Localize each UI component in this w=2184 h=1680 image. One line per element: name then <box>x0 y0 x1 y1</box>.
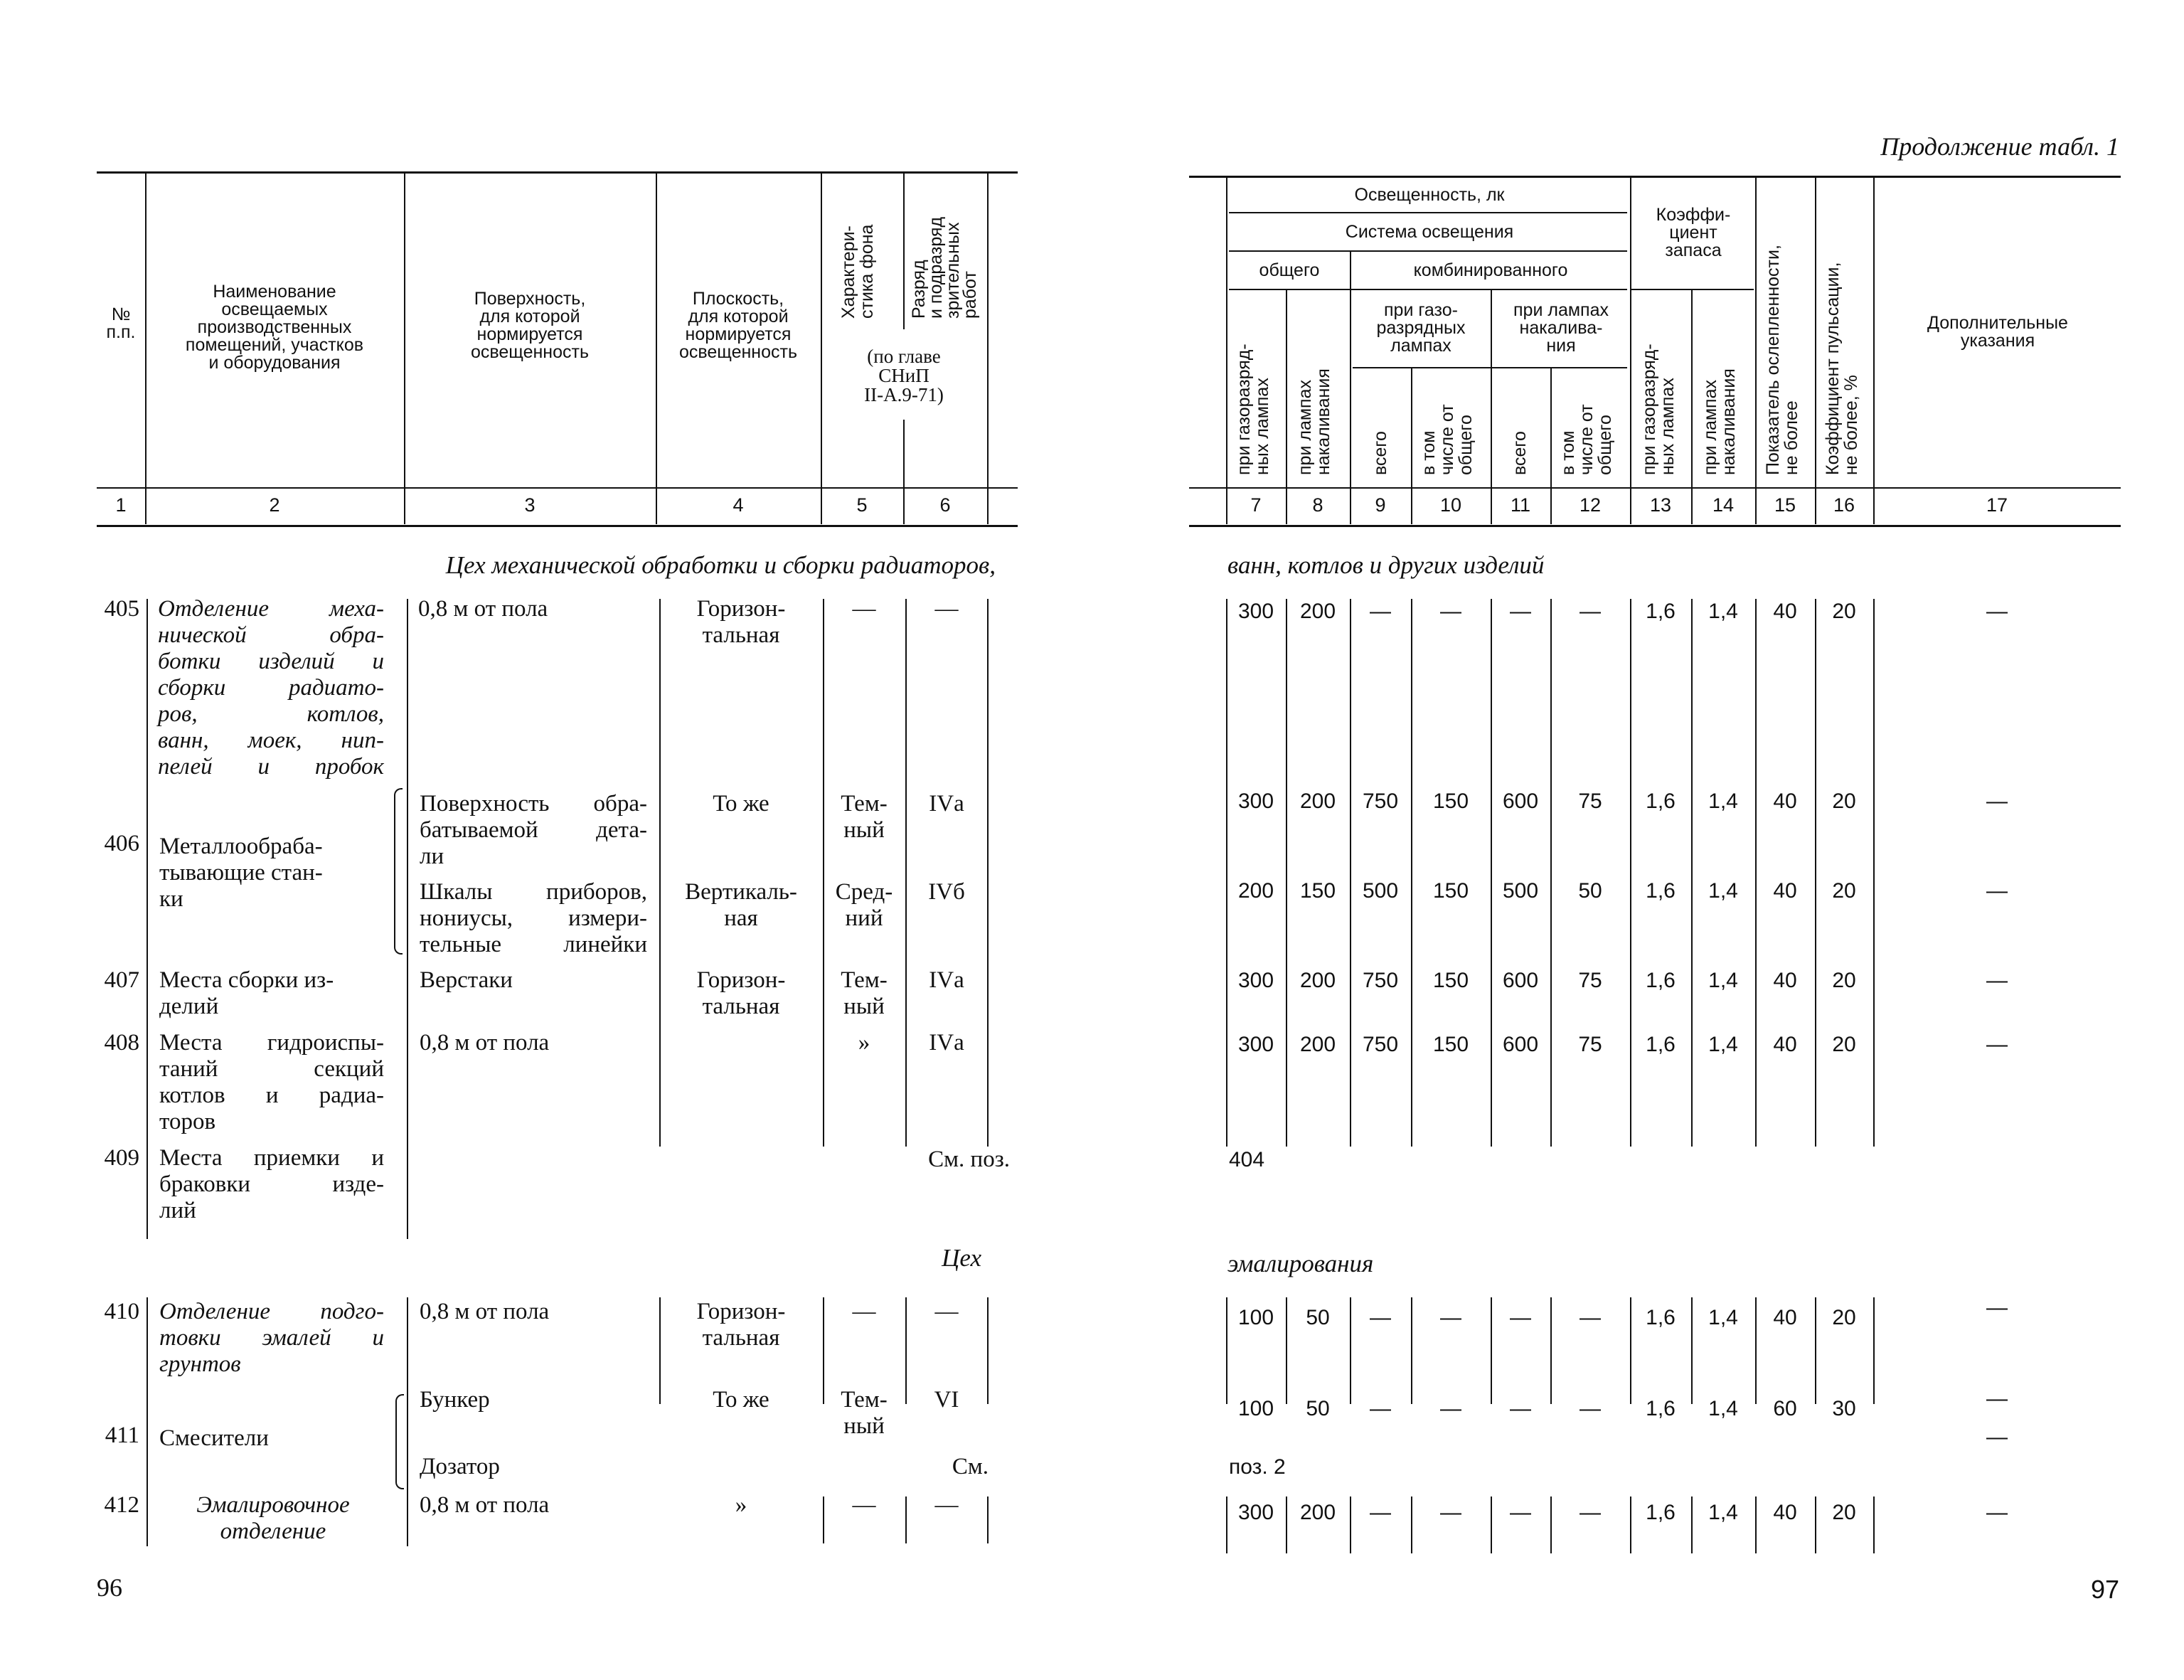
cell: 300 <box>1237 600 1274 623</box>
cell: 20 <box>1832 1033 1856 1056</box>
col-num: 11 <box>1510 494 1531 516</box>
header-inc-comb: при лампах накалива- ния <box>1513 300 1609 356</box>
row-surface: 0,8 м от пола <box>420 1492 550 1518</box>
cell: 200 <box>1299 790 1336 813</box>
row-background: Сред- ний <box>835 879 893 931</box>
col-num: 5 <box>856 494 868 516</box>
row-divider <box>905 1496 907 1543</box>
row-plane: Горизон- тальная <box>696 1299 786 1351</box>
cell: 1,4 <box>1708 969 1738 992</box>
col-num: 14 <box>1712 494 1735 516</box>
header-c16: Коэффициент пульсации, не более, % <box>1823 262 1861 475</box>
header-c10: в том числе от общего <box>1419 404 1476 475</box>
row-name: Отделение подго- товки эмалей и грунтов <box>159 1299 384 1377</box>
cell: 40 <box>1773 790 1797 813</box>
cell: 1,4 <box>1708 1033 1738 1056</box>
header-c2: Наименование освещаемых производственных помещений, участков и оборудования <box>185 282 364 373</box>
row-divider <box>1691 599 1693 1147</box>
row-name: Места сборки из- делий <box>159 967 334 1019</box>
row-name: Места гидроиспы- таний секций котлов и радиа- торов <box>159 1030 384 1134</box>
page-number: 96 <box>97 1573 122 1602</box>
row-divider <box>1226 599 1227 1147</box>
col-num: 13 <box>1649 494 1672 516</box>
cell: 200 <box>1299 1501 1336 1524</box>
header-c15: Показатель ослепленности, не более <box>1763 245 1801 475</box>
row-divider <box>823 599 824 1147</box>
cell: — <box>1580 600 1601 623</box>
row-divider <box>1550 599 1552 1147</box>
cell: 600 <box>1502 1033 1539 1056</box>
cell: 150 <box>1432 879 1469 903</box>
row-divider <box>1491 599 1492 1147</box>
header-rule <box>1229 250 1627 252</box>
col-divider <box>903 173 905 329</box>
cell: — <box>1986 969 2008 992</box>
header-c8: при лампах накаливания <box>1295 368 1333 475</box>
row-divider <box>987 1496 989 1543</box>
cell: 150 <box>1299 879 1336 903</box>
cell: 50 <box>1306 1306 1330 1329</box>
header-rule <box>1229 289 1627 290</box>
section-title: ванн, котлов и других изделий <box>1227 551 1545 579</box>
cell: 300 <box>1237 1501 1274 1524</box>
cell: — <box>1986 879 2008 903</box>
cell: 30 <box>1832 1397 1856 1420</box>
row-surface: Поверхность обра- батываемой дета- ли <box>420 791 647 869</box>
row-plane: То же <box>713 791 769 817</box>
cell: 100 <box>1237 1397 1274 1420</box>
row-category: — <box>934 1299 959 1324</box>
row-background: — <box>852 1299 876 1324</box>
cell: — <box>1440 1306 1461 1329</box>
cell: 100 <box>1237 1306 1274 1329</box>
row-number: 410 <box>104 1299 139 1324</box>
cell: 1,6 <box>1646 1501 1676 1524</box>
col-num: 6 <box>939 494 951 516</box>
header-num-rule <box>97 487 1018 489</box>
row-divider <box>1286 599 1287 1147</box>
col-num: 4 <box>733 494 744 516</box>
cell: 750 <box>1362 1033 1399 1056</box>
row-number: 412 <box>104 1492 139 1518</box>
header-c11: всего <box>1510 431 1530 475</box>
cell: 1,4 <box>1708 1501 1738 1524</box>
header-bottom-rule <box>1189 525 2121 527</box>
cell: 300 <box>1237 969 1274 992</box>
row-surface: 0,8 м от пола <box>420 1299 550 1324</box>
col-num: 3 <box>524 494 536 516</box>
cell: 40 <box>1773 969 1797 992</box>
header-c5: Характери- стика фона <box>838 224 877 319</box>
row-surface: Бункер <box>420 1387 490 1413</box>
cell: 40 <box>1773 879 1797 903</box>
row-divider <box>823 1297 824 1404</box>
row-category: VI <box>934 1387 959 1413</box>
header-bottom-rule <box>97 525 1018 527</box>
header-rule <box>1353 367 1627 368</box>
row-number: 406 <box>104 831 139 856</box>
row-plane: То же <box>713 1387 769 1413</box>
row-divider <box>659 1297 661 1404</box>
cell: 150 <box>1432 1033 1469 1056</box>
row-number: 411 <box>105 1423 139 1448</box>
row-surface: 0,8 м от пола <box>418 596 548 622</box>
header-rule <box>1631 289 1754 290</box>
cell: 150 <box>1432 969 1469 992</box>
cell: 20 <box>1832 1501 1856 1524</box>
cell: 500 <box>1502 879 1539 903</box>
cell: — <box>1370 1397 1391 1420</box>
cell: 1,6 <box>1646 879 1676 903</box>
header-c3: Поверхность, для которой нормируется освещенность <box>471 289 589 362</box>
cell: 200 <box>1299 969 1336 992</box>
cell: 20 <box>1832 969 1856 992</box>
cell: — <box>1510 1306 1531 1329</box>
cell: 40 <box>1773 1306 1797 1329</box>
header-c14: при лампах накаливания <box>1700 368 1739 475</box>
col-divider <box>404 173 405 524</box>
header-c9: всего <box>1370 431 1390 475</box>
cell: 20 <box>1832 600 1856 623</box>
row-number: 407 <box>104 967 139 993</box>
cell: — <box>1986 600 2008 623</box>
header-c7: при газоразряд- ных лампах <box>1234 344 1272 475</box>
row-divider <box>1350 599 1351 1147</box>
cell: 60 <box>1773 1397 1797 1420</box>
row-plane: Вертикаль- ная <box>685 879 797 931</box>
brace <box>394 788 403 955</box>
row-plane: Горизон- тальная <box>696 967 786 1019</box>
row-divider <box>987 599 989 1147</box>
cell: 1,6 <box>1646 790 1676 813</box>
cell: 600 <box>1502 969 1539 992</box>
cell: 75 <box>1578 969 1602 992</box>
col-divider <box>821 173 822 524</box>
header-c56-note: (по главе СНиП II-А.9-71) <box>864 346 944 405</box>
col-num: 1 <box>115 494 127 516</box>
cell: — <box>1986 790 2008 813</box>
row-name: Металлообраба- тывающие стан- ки <box>159 834 323 912</box>
header-illum: Освещенность, лк <box>1354 185 1505 205</box>
col-num: 8 <box>1312 494 1323 516</box>
header-c17: Дополнительные указания <box>1927 313 2068 351</box>
cell: — <box>1580 1397 1601 1420</box>
cross-reference: поз. 2 <box>1229 1455 1286 1479</box>
cell: 1,6 <box>1646 1033 1676 1056</box>
cell: 1,4 <box>1708 600 1738 623</box>
cell: — <box>1510 600 1531 623</box>
cell: — <box>1986 1425 2008 1449</box>
row-number: 405 <box>104 596 139 622</box>
cell: — <box>1370 1501 1391 1524</box>
cell: 40 <box>1773 1501 1797 1524</box>
cell: 150 <box>1432 790 1469 813</box>
col-divider <box>1286 289 1287 524</box>
header-combined: комбинированного <box>1413 260 1568 280</box>
header-gas-comb: при газо- разрядных лампах <box>1376 300 1466 356</box>
row-name: Отделение меха- нической обра- ботки изделий и сборки радиато- ров, котлов, ванн, моек, нип- пелей и пробок <box>158 596 384 780</box>
header-rule <box>1229 212 1627 213</box>
row-background: — <box>852 596 876 622</box>
cell: 1,6 <box>1646 1397 1676 1420</box>
cell: 1,4 <box>1708 1397 1738 1420</box>
cell: 50 <box>1578 879 1602 903</box>
row-divider <box>1755 599 1757 1147</box>
row-category: IVа <box>929 791 964 817</box>
row-background: Тем- ный <box>841 967 888 1019</box>
row-category: IVа <box>929 967 964 993</box>
cell: 1,6 <box>1646 969 1676 992</box>
cell: — <box>1440 600 1461 623</box>
cell: 750 <box>1362 969 1399 992</box>
cell: 20 <box>1832 879 1856 903</box>
cross-reference: См. <box>952 1454 989 1479</box>
col-num: 7 <box>1250 494 1262 516</box>
cell: 75 <box>1578 1033 1602 1056</box>
cell: — <box>1580 1306 1601 1329</box>
cell: 1,4 <box>1708 790 1738 813</box>
row-divider <box>905 1297 907 1404</box>
row-plane: » <box>735 1492 747 1518</box>
row-background: Тем- ный <box>841 1387 888 1439</box>
header-general: общего <box>1259 260 1320 280</box>
section-title: Цех <box>942 1244 981 1272</box>
row-divider <box>905 599 907 1147</box>
row-number: 409 <box>104 1145 139 1171</box>
row-divider <box>147 599 148 1239</box>
col-divider <box>656 173 657 524</box>
section-title: Цех механической обработки и сборки радиаторов, <box>445 551 996 579</box>
row-number: 408 <box>104 1030 139 1056</box>
col-divider <box>145 173 147 524</box>
cell: — <box>1440 1397 1461 1420</box>
cell: 1,4 <box>1708 879 1738 903</box>
cell: 1,6 <box>1646 600 1676 623</box>
row-plane: Горизон- тальная <box>696 596 786 648</box>
header-reserve: Коэффи- циент запаса <box>1656 205 1731 260</box>
row-divider <box>987 1297 989 1404</box>
row-surface: Верстаки <box>420 967 513 993</box>
cell: 750 <box>1362 790 1399 813</box>
cell: — <box>1986 1296 2008 1319</box>
col-divider <box>1350 250 1351 524</box>
col-num: 2 <box>269 494 280 516</box>
row-surface: Шкалы приборов, нониусы, измери- тельные линейки <box>420 879 647 957</box>
row-divider <box>823 1496 824 1543</box>
row-name: Эмалировочное отделение <box>196 1492 350 1544</box>
row-divider <box>1630 599 1631 1147</box>
row-divider <box>407 1297 408 1546</box>
row-divider <box>659 599 661 1147</box>
cell: — <box>1370 1306 1391 1329</box>
header-c13: при газоразряд- ных лампах <box>1639 344 1678 475</box>
col-num: 10 <box>1439 494 1462 516</box>
header-system: Система освещения <box>1345 222 1514 242</box>
header-top-rule <box>97 171 1018 174</box>
col-divider <box>1226 177 1227 524</box>
col-divider <box>1755 177 1757 524</box>
cell: 40 <box>1773 1033 1797 1056</box>
row-category: IVа <box>929 1030 964 1056</box>
section-title: эмалирования <box>1227 1250 1374 1277</box>
cross-reference: См. поз. <box>928 1147 1010 1172</box>
cell: — <box>1440 1501 1461 1524</box>
cell: 500 <box>1362 879 1399 903</box>
col-num: 17 <box>1986 494 2008 516</box>
col-divider <box>1815 177 1816 524</box>
brace <box>395 1394 404 1489</box>
row-divider <box>1815 599 1816 1147</box>
cell: 50 <box>1306 1397 1330 1420</box>
cell: — <box>1986 1501 2008 1524</box>
cell: 200 <box>1299 1033 1336 1056</box>
col-divider <box>1691 289 1693 524</box>
cell: 20 <box>1832 790 1856 813</box>
cell: 1,4 <box>1708 1306 1738 1329</box>
row-background: » <box>858 1030 870 1056</box>
cell: — <box>1510 1397 1531 1420</box>
col-num: 12 <box>1579 494 1602 516</box>
header-c6: Разряд и подразряд зрительных работ <box>909 216 980 319</box>
cell: — <box>1986 1033 2008 1056</box>
col-num: 15 <box>1774 494 1796 516</box>
row-divider <box>1411 599 1412 1147</box>
cell: — <box>1370 600 1391 623</box>
cell: 600 <box>1502 790 1539 813</box>
cross-reference: 404 <box>1229 1148 1265 1171</box>
row-divider <box>147 1297 148 1546</box>
row-background: — <box>852 1492 876 1518</box>
cell: 75 <box>1578 790 1602 813</box>
header-c12: в том числе от общего <box>1558 404 1615 475</box>
page-number: 97 <box>2090 1575 2119 1604</box>
header-top-rule <box>1189 176 2121 178</box>
continuation-title: Продолжение табл. 1 <box>1880 132 2119 161</box>
header-c1: № п.п. <box>106 304 136 342</box>
row-divider <box>407 599 408 1239</box>
cell: 20 <box>1832 1306 1856 1329</box>
row-category: IVб <box>928 879 965 905</box>
cell: 200 <box>1299 600 1336 623</box>
cell: — <box>1580 1501 1601 1524</box>
cell: 1,6 <box>1646 1306 1676 1329</box>
col-divider <box>987 173 989 524</box>
cell: 300 <box>1237 1033 1274 1056</box>
col-num: 9 <box>1375 494 1386 516</box>
cell: — <box>1986 1387 2008 1410</box>
header-c4: Плоскость, для которой нормируется освещенность <box>679 289 797 362</box>
row-name: Смесители <box>159 1425 269 1451</box>
row-surface: 0,8 м от пола <box>420 1030 550 1056</box>
cell: 40 <box>1773 600 1797 623</box>
col-divider <box>1873 177 1875 524</box>
row-category: — <box>934 596 959 622</box>
row-surface: Дозатор <box>420 1454 500 1479</box>
row-category: — <box>934 1492 959 1518</box>
col-num: 16 <box>1833 494 1855 516</box>
cell: 300 <box>1237 790 1274 813</box>
header-num-rule <box>1189 487 2121 489</box>
cell: — <box>1510 1501 1531 1524</box>
cell: 200 <box>1237 879 1274 903</box>
row-name: Места приемки и браковки изде- лий <box>159 1145 384 1223</box>
row-background: Тем- ный <box>841 791 888 843</box>
row-divider <box>1873 599 1875 1147</box>
